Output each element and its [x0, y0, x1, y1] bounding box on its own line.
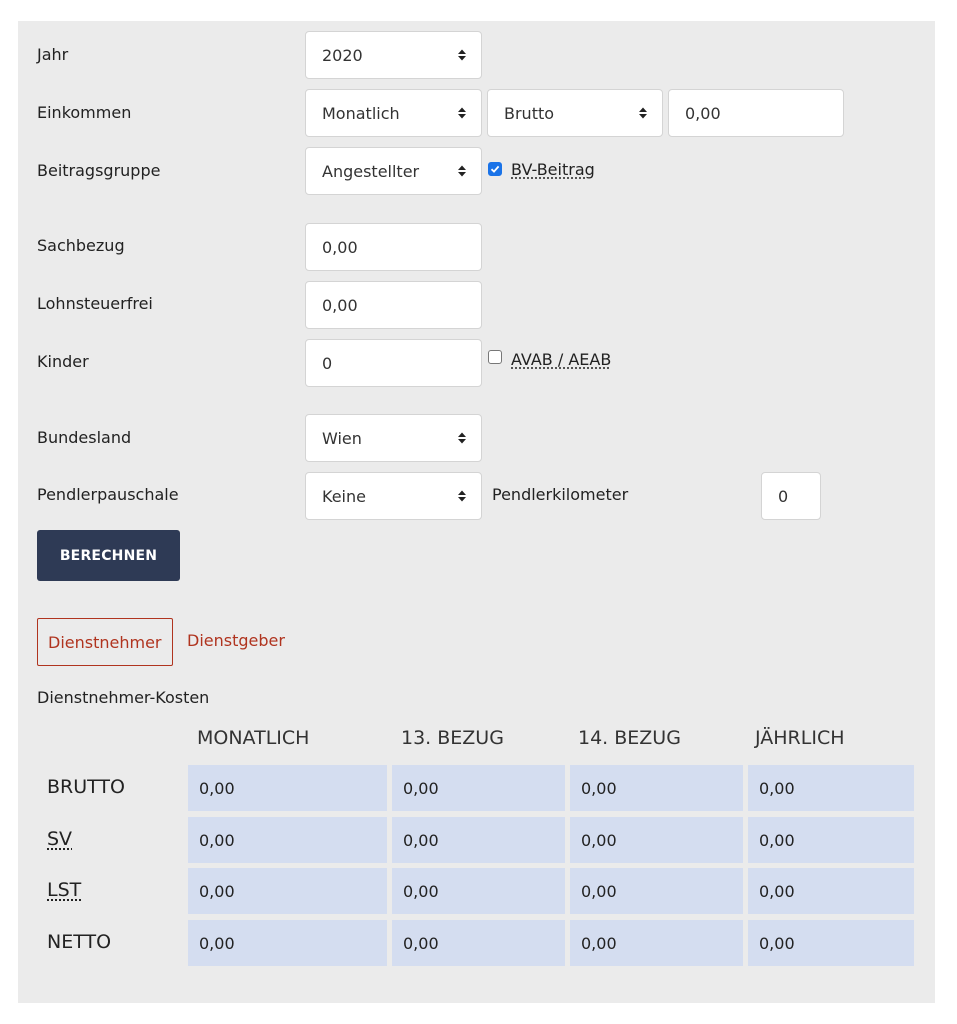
table-cell: 0,00	[570, 765, 743, 811]
einkommen-amount-input[interactable]	[668, 89, 844, 137]
column-header: 14. BEZUG	[578, 727, 681, 749]
row-label-brutto: BRUTTO	[47, 776, 125, 798]
pendlerpauschale-label: Pendlerpauschale	[37, 485, 179, 504]
table-cell: 0,00	[570, 868, 743, 914]
table-cell: 0,00	[188, 920, 387, 966]
pendlerkilometer-input[interactable]	[761, 472, 821, 520]
sort-arrows-icon	[457, 489, 467, 503]
bundesland-select-value: Wien	[322, 428, 362, 448]
bundesland-select[interactable]	[305, 414, 482, 462]
table-cell: 0,00	[570, 920, 743, 966]
pendlerpauschale-select[interactable]	[305, 472, 482, 520]
checkmark-icon	[490, 164, 500, 174]
jahr-label: Jahr	[37, 45, 69, 64]
table-cell: 0,00	[570, 817, 743, 863]
kinder-value: 0	[322, 353, 333, 373]
sort-arrows-icon	[457, 164, 467, 178]
pendlerkilometer-label: Pendlerkilometer	[492, 485, 629, 504]
table-cell: 0,00	[392, 817, 565, 863]
einkommen-type-select[interactable]	[487, 89, 663, 137]
einkommen-label: Einkommen	[37, 103, 132, 122]
sachbezug-input[interactable]	[305, 223, 482, 271]
kinder-input[interactable]	[305, 339, 482, 387]
beitragsgruppe-label: Beitragsgruppe	[37, 161, 161, 180]
column-header: 13. BEZUG	[401, 727, 504, 749]
column-header: MONATLICH	[197, 727, 310, 749]
table-cell: 0,00	[392, 920, 565, 966]
sort-arrows-icon	[457, 431, 467, 445]
lohnsteuerfrei-value: 0,00	[322, 295, 358, 315]
table-cell: 0,00	[748, 920, 914, 966]
table-cell: 0,00	[188, 868, 387, 914]
row-label-netto: NETTO	[47, 931, 112, 953]
einkommen-period-value: Monatlich	[322, 103, 400, 123]
einkommen-type-value: Brutto	[504, 103, 555, 123]
sachbezug-value: 0,00	[322, 237, 358, 257]
berechnen-button[interactable]: BERECHNEN	[37, 530, 180, 581]
bv-beitrag-checkbox[interactable]	[488, 162, 502, 176]
table-cell: 0,00	[392, 868, 565, 914]
kinder-label: Kinder	[37, 352, 89, 371]
beitragsgruppe-select[interactable]	[305, 147, 482, 195]
beitragsgruppe-select-value: Angestellter	[322, 161, 420, 181]
row-label-sv[interactable]: SV	[47, 828, 73, 850]
avab-checkbox[interactable]	[488, 350, 502, 364]
lohnsteuerfrei-label: Lohnsteuerfrei	[37, 294, 153, 313]
table-cell: 0,00	[748, 765, 914, 811]
einkommen-period-select[interactable]	[305, 89, 482, 137]
row-label-lst[interactable]: LST	[47, 879, 82, 901]
avab-label[interactable]: AVAB / AEAB	[511, 350, 612, 369]
pendlerpauschale-select-value: Keine	[322, 486, 366, 506]
sachbezug-label: Sachbezug	[37, 236, 125, 255]
bundesland-label: Bundesland	[37, 428, 132, 447]
lohnsteuerfrei-input[interactable]	[305, 281, 482, 329]
table-cell: 0,00	[188, 765, 387, 811]
table-cell: 0,00	[188, 817, 387, 863]
jahr-select[interactable]	[305, 31, 482, 79]
table-cell: 0,00	[392, 765, 565, 811]
tab-dienstnehmer[interactable]: Dienstnehmer	[37, 618, 173, 666]
bv-beitrag-label[interactable]: BV-Beitrag	[511, 160, 595, 179]
sort-arrows-icon	[638, 106, 648, 120]
jahr-select-value: 2020	[322, 45, 363, 65]
table-cell: 0,00	[748, 868, 914, 914]
pendlerkilometer-value: 0	[778, 486, 789, 506]
sort-arrows-icon	[457, 106, 467, 120]
tab-dienstgeber[interactable]: Dienstgeber	[187, 631, 285, 650]
einkommen-amount-value: 0,00	[685, 103, 721, 123]
sort-arrows-icon	[457, 48, 467, 62]
table-cell: 0,00	[748, 817, 914, 863]
column-header: JÄHRLICH	[755, 727, 845, 749]
results-title: Dienstnehmer-Kosten	[37, 688, 210, 707]
